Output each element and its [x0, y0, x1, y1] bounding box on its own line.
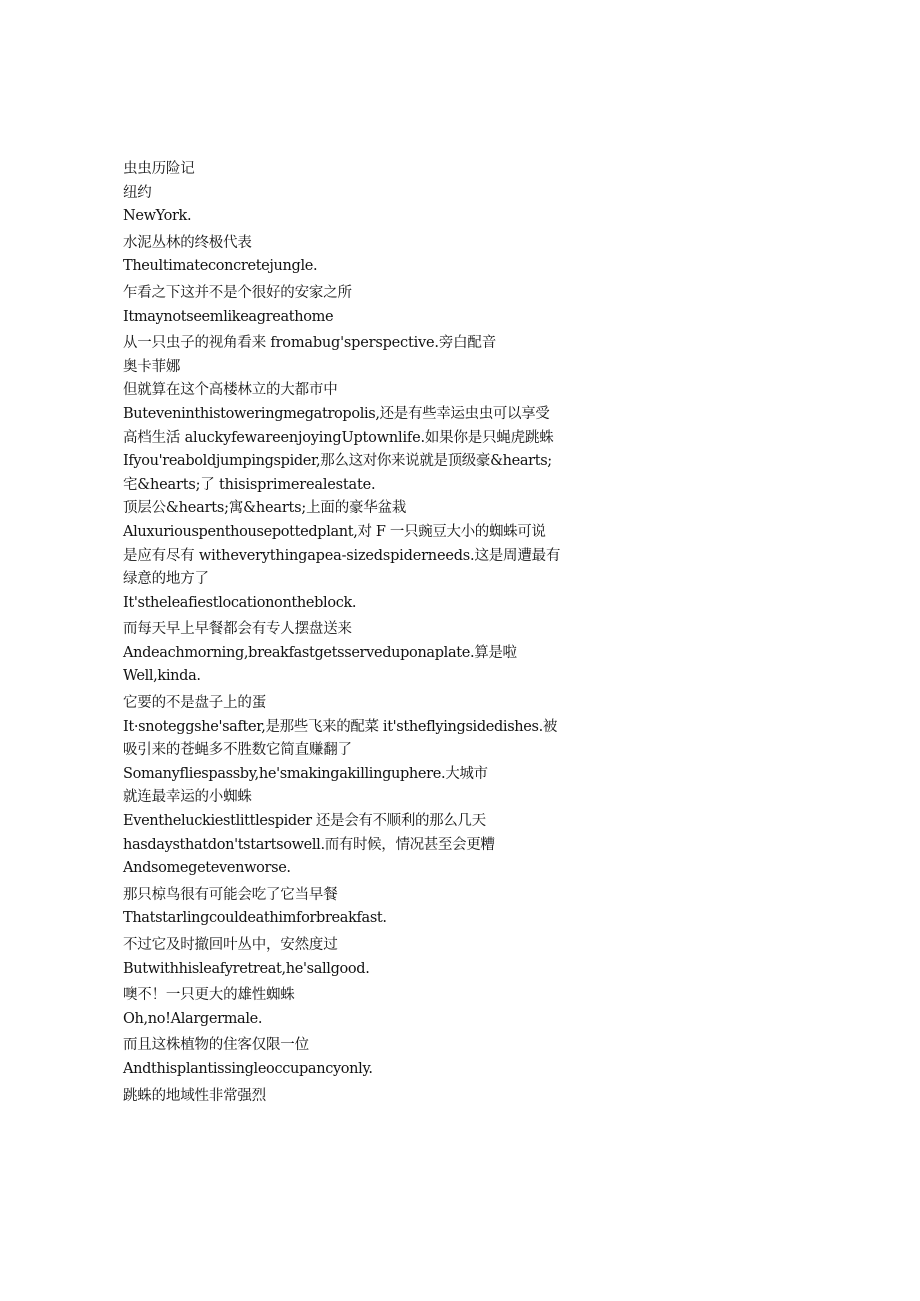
transcript-line: 高档生活 aluckyfewareenjoyingUptownlife.如果你是只蝇虎跳蛛 — [123, 429, 554, 446]
transcript-line: 奥卡菲娜 — [123, 358, 181, 375]
transcript-line: Buteveninthistoweringmegatropolis,还是有些幸运虫虫可以享受 — [123, 405, 550, 422]
transcript-line: Andsomegetevenworse. — [123, 860, 291, 877]
transcript-line: 吸引来的苍蝇多不胜数它简直赚翻了 — [123, 742, 352, 759]
transcript-line: 乍看之下这并不是个很好的安家之所 — [123, 284, 352, 301]
transcript-line: 它要的不是盘子上的蛋 — [123, 695, 266, 712]
transcript-line: hasdaysthatdon'tstartsowell.而有时候，情况甚至会更糟 — [123, 836, 495, 853]
transcript-line: 宅&hearts;了 thisisprimerealestate. — [123, 476, 376, 493]
transcript-line: Theultimateconcretejungle. — [123, 258, 318, 275]
transcript-line: 而且这株植物的住客仅限一位 — [123, 1037, 309, 1054]
transcript-line: 顶层公&hearts;寓&hearts;上面的豪华盆栽 — [123, 500, 407, 517]
transcript-line: Well,kinda. — [123, 668, 201, 685]
transcript-line: It·snoteggshe'safter,是那些飞来的配菜 it'stheflyingsidedishes.被 — [123, 718, 558, 735]
transcript-line: Oh,no!Alargermale. — [123, 1010, 263, 1027]
transcript-line: Butwithhisleafyretreat,he'sallgood. — [123, 960, 370, 977]
transcript-line: Andthisplantissingleoccupancyonly. — [123, 1060, 373, 1077]
transcript-line: 而每天早上早餐都会有专人摆盘送来 — [123, 621, 352, 638]
transcript-line: Eventheluckiestlittlespider 还是会有不顺利的那么几天 — [123, 813, 486, 830]
transcript-body — [123, 158, 568, 1108]
transcript-line: 噢不！一只更大的雄性蜘蛛 — [123, 987, 295, 1004]
transcript-line: Andeachmorning,breakfastgetsserveduponaplate.算是啦 — [123, 644, 517, 661]
transcript-line: Somanyfliespassby,he'smakingakillinguphere.大城市 — [123, 765, 488, 782]
transcript-line: It'stheleafiestlocationontheblock. — [123, 594, 357, 611]
transcript-line: 纽约 — [123, 184, 152, 201]
transcript-line: 是应有尽有 witheverythingapea-sizedspiderneeds.这是周遭最有 — [123, 547, 561, 564]
transcript-line: 就连最幸运的小蜘蛛 — [123, 789, 252, 806]
transcript-line: 那只椋鸟很有可能会吃了它当早餐 — [123, 886, 338, 903]
transcript-line: 从一只虫子的视角看来 fromabug'sperspective.旁白配音 — [123, 335, 497, 352]
transcript-line: 绿意的地方了 — [123, 571, 209, 588]
transcript-line: Itmaynotseemlikeagreathome — [123, 308, 334, 325]
document-title: 虫虫历险记 — [123, 161, 195, 177]
transcript-line: NewYork. — [123, 208, 192, 225]
transcript-line: 不过它及时撤回叶丛中，安然度过 — [123, 937, 338, 953]
transcript-line: Ifyou'reaboldjumpingspider,那么这对你来说就是顶级豪&hearts; — [123, 453, 552, 470]
transcript-line: Thatstarlingcouldeathimforbreakfast. — [123, 910, 387, 927]
transcript-line: Aluxuriouspenthousepottedplant,对 F 一只豌豆大小的蜘蛛可说 — [123, 523, 546, 540]
transcript-line: 跳蛛的地域性非常强烈 — [123, 1087, 266, 1104]
transcript-line: 但就算在这个高楼林立的大都市中 — [123, 382, 338, 399]
transcript-line: 水泥丛林的终极代表 — [123, 234, 252, 251]
